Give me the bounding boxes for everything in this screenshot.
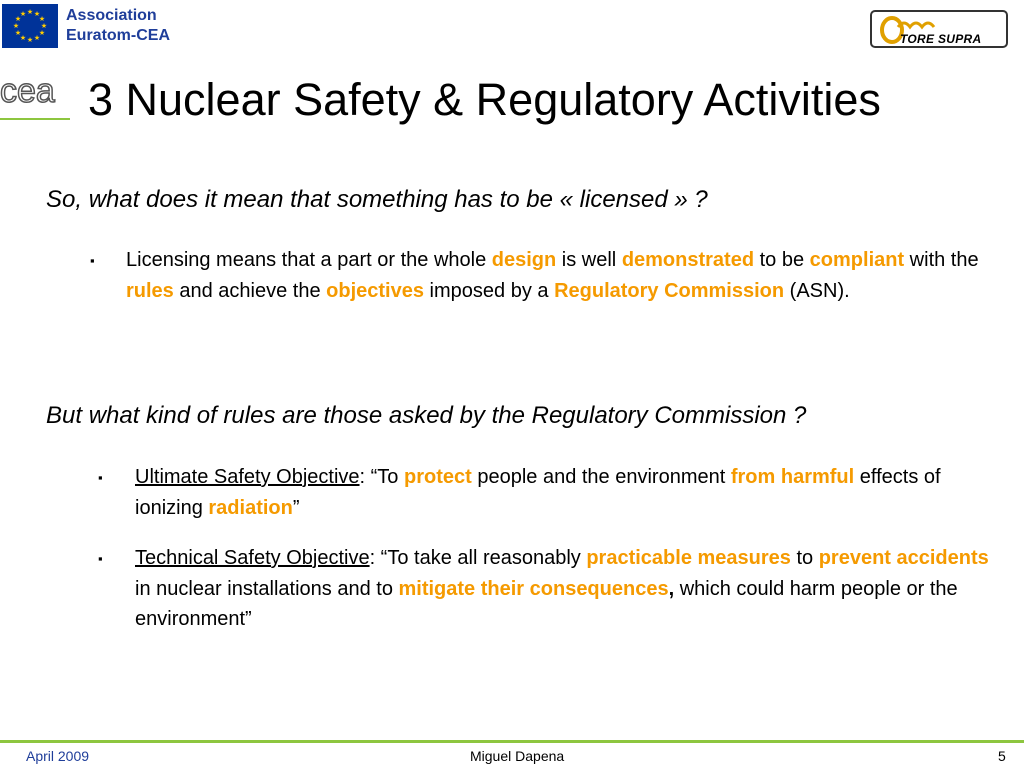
highlight-practicable-measures: practicable measures bbox=[586, 547, 791, 569]
highlight-mitigate-consequences: mitigate their consequences bbox=[398, 577, 669, 600]
text-fragment: and achieve the bbox=[173, 279, 327, 302]
text-fragment: to bbox=[790, 547, 819, 569]
association-label bbox=[66, 6, 170, 46]
text-fragment: (ASN). bbox=[784, 279, 850, 302]
highlight-objectives: objectives bbox=[326, 279, 424, 302]
bullet-licensing bbox=[126, 245, 1006, 306]
text-fragment: with the bbox=[904, 249, 979, 271]
cea-logo-text: cea bbox=[0, 72, 55, 110]
highlight-rules: rules bbox=[126, 279, 174, 302]
svg-text:★: ★ bbox=[26, 8, 34, 16]
tore-supra-label: TORE SUPRA bbox=[900, 32, 982, 46]
svg-text:★: ★ bbox=[19, 10, 27, 18]
text-fragment: ” bbox=[292, 496, 300, 519]
bullet-technical-objective bbox=[135, 543, 1005, 635]
association-line2: Euratom-CEA bbox=[66, 27, 171, 44]
highlight-demonstrated: demonstrated bbox=[621, 249, 755, 271]
svg-text:★: ★ bbox=[12, 22, 20, 30]
eu-flag-logo bbox=[2, 4, 58, 48]
text-fragment: : “To take all reasonably bbox=[369, 547, 587, 569]
text-fragment: in nuclear installations and to bbox=[135, 577, 399, 600]
highlight-regulatory-commission: Regulatory Commission bbox=[554, 279, 785, 302]
bullet-marker: ▪ bbox=[98, 470, 103, 485]
footer-author: Miguel Dapena bbox=[470, 748, 565, 764]
highlight-prevent-accidents: prevent accidents bbox=[818, 547, 989, 569]
footer-date: April 2009 bbox=[26, 748, 90, 764]
svg-text:★: ★ bbox=[26, 36, 34, 44]
cea-logo bbox=[0, 72, 70, 122]
highlight-from-harmful: from harmful bbox=[730, 466, 855, 488]
bullet-marker: ▪ bbox=[90, 253, 95, 268]
text-fragment: which could harm people or the environment” bbox=[135, 577, 958, 630]
cea-logo-icon bbox=[0, 72, 70, 116]
association-line1: Association bbox=[66, 7, 157, 24]
text-fragment: Licensing means that a part or the whole bbox=[126, 249, 492, 271]
footer-page-number: 5 bbox=[998, 748, 1006, 764]
highlight-design: design bbox=[491, 249, 557, 271]
ultimate-safety-objective-label: Ultimate Safety Objective bbox=[135, 466, 360, 488]
text-fragment: to be bbox=[754, 249, 810, 271]
svg-text:★: ★ bbox=[40, 22, 48, 30]
svg-text:★: ★ bbox=[38, 15, 46, 23]
text-fragment: : “To bbox=[359, 466, 404, 488]
svg-text:★: ★ bbox=[19, 34, 27, 42]
question-licensed: So, what does it mean that something has to be « licensed » ? bbox=[46, 186, 708, 213]
text-fragment: imposed by a bbox=[423, 279, 555, 302]
highlight-protect: protect bbox=[403, 466, 472, 488]
slide-title: 3 Nuclear Safety & Regulatory Activities bbox=[88, 74, 881, 125]
svg-text:★: ★ bbox=[33, 34, 41, 42]
highlight-compliant: compliant bbox=[809, 249, 905, 271]
cea-underline bbox=[0, 118, 70, 120]
highlight-radiation: radiation bbox=[208, 496, 293, 519]
text-fragment: people and the environment bbox=[471, 466, 731, 488]
text-fragment: is well bbox=[556, 249, 622, 271]
svg-text:★: ★ bbox=[14, 29, 22, 37]
question-rules: But what kind of rules are those asked by the Regulatory Commission ? bbox=[46, 402, 807, 429]
text-fragment: effects of ionizing bbox=[135, 466, 941, 519]
technical-safety-objective-label: Technical Safety Objective bbox=[135, 547, 370, 569]
svg-text:★: ★ bbox=[14, 15, 22, 23]
eu-stars-icon bbox=[2, 4, 58, 48]
svg-text:★: ★ bbox=[38, 29, 46, 37]
bullet-marker: ▪ bbox=[98, 551, 103, 566]
bullet-ultimate-objective bbox=[135, 462, 1005, 523]
tore-supra-logo bbox=[870, 10, 1008, 48]
footer-divider bbox=[0, 740, 1024, 743]
text-fragment: , bbox=[668, 577, 675, 600]
svg-text:★: ★ bbox=[33, 10, 41, 18]
